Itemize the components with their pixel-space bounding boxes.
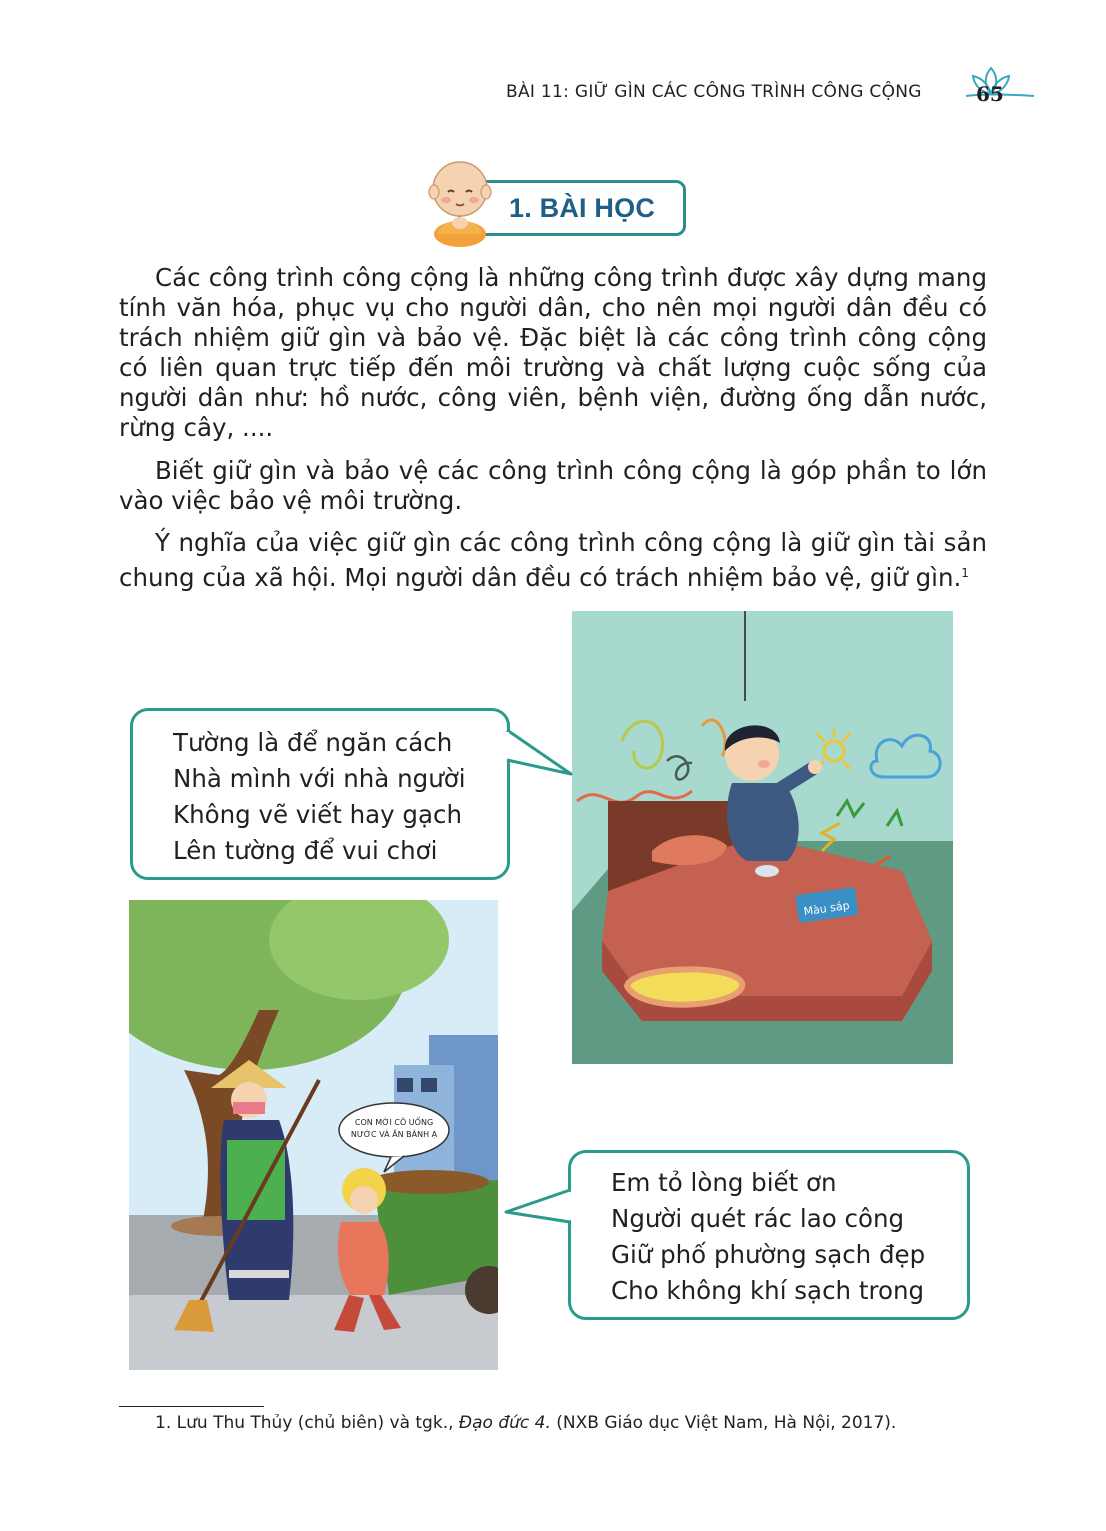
poem-line: Người quét rác lao công [611, 1204, 905, 1233]
poem-line: Em tỏ lòng biết ơn [611, 1168, 837, 1197]
poem-bubble-1 [130, 708, 510, 880]
section-heading [420, 156, 690, 246]
footnote-book-title: Đạo đức 4. [458, 1413, 551, 1433]
footnote-number: 1. [155, 1413, 172, 1433]
lesson-paragraph-2: Biết giữ gìn và bảo vệ các công trình công cộng là góp phần to lớn vào việc bảo vệ môi trường. [119, 456, 987, 515]
chapter-title: BÀI 11: GIỮ GÌN CÁC CÔNG TRÌNH CÔNG CỘNG [506, 82, 922, 102]
footnote-publisher: (NXB Giáo dục Việt Nam, Hà Nội, 2017). [556, 1413, 897, 1433]
poem-line: Lên tường để vui chơi [173, 836, 438, 865]
poem-line: Không vẽ viết hay gạch [173, 800, 462, 829]
footnote-rule [119, 1406, 264, 1407]
poem-line: Tường là để ngăn cách [173, 728, 453, 757]
bubble-1-tail [505, 722, 575, 782]
lesson-paragraph-3 [119, 528, 987, 593]
room-illustration [572, 611, 953, 1064]
footnote-authors: Lưu Thu Thủy (chủ biên) và tgk., [176, 1413, 454, 1433]
monk-mascot-icon [420, 156, 500, 248]
poem-bubble-2 [568, 1150, 970, 1320]
poem-line: Giữ phố phường sạch đẹp [611, 1240, 926, 1269]
page-header [506, 80, 1036, 114]
poem-line: Nhà mình với nhà người [173, 764, 466, 793]
footnote [155, 1413, 896, 1433]
lesson-paragraph-1: Các công trình công cộng là những công trình được xây dựng mang tính văn hóa, phục vụ cho người dân, cho nên mọi người dân đều có trách nhiệm giữ gìn và bảo vệ. Đặc biệt là các công trình công cộng có liên quan trực tiếp đến môi trường và chất lượng cuộc sống của người dân như: hồ nước, công viên, bệnh viện, đường ống dẫn nước, rừng cây, .... [119, 263, 987, 442]
lesson-paragraph-3-text: Ý nghĩa của việc giữ gìn các công trình công cộng là giữ gìn tài sản chung của xã hội. Mọi người dân đều có trách nhiệm bảo vệ, giữ gìn. [119, 528, 987, 593]
section-title: 1. BÀI HỌC [509, 193, 656, 223]
child-speech-line-2: NƯỚC VÀ ĂN BÁNH Ạ [350, 1130, 438, 1139]
footnote-marker: 1 [961, 566, 969, 580]
poem-line: Cho không khí sạch trong [611, 1276, 925, 1305]
bubble-2-tail [502, 1180, 572, 1240]
crayon-box-label: Màu sáp [802, 898, 851, 919]
page-number: 65 [976, 82, 1004, 106]
street-illustration [129, 900, 498, 1370]
child-speech-line-1: CON MỜI CÔ UỐNG [354, 1118, 434, 1127]
